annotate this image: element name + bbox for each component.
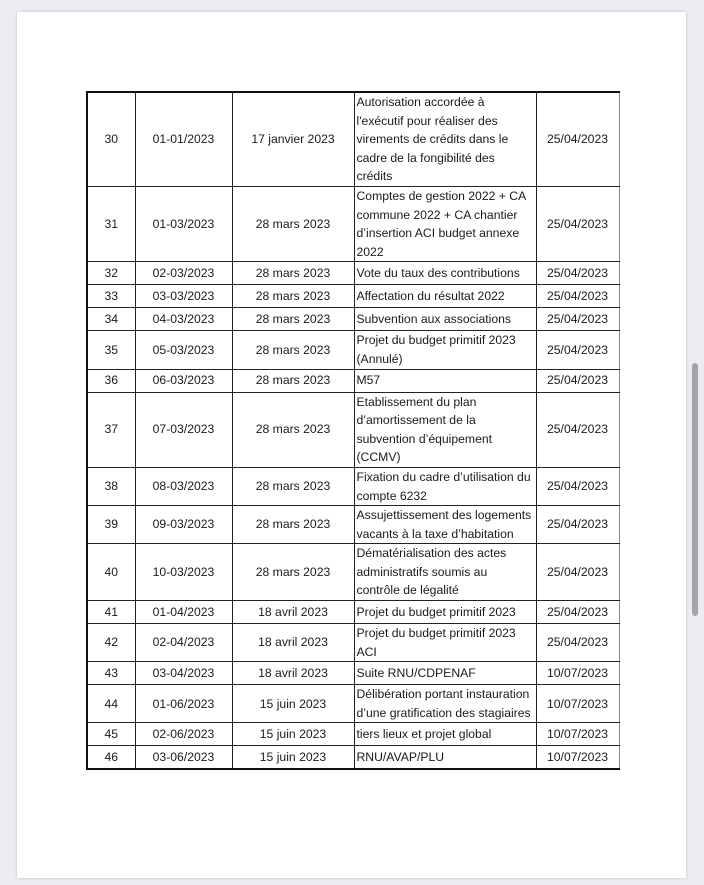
table-row — [87, 467, 619, 505]
transmission-date: 25/04/2023 — [536, 186, 619, 261]
row-number: 44 — [87, 685, 135, 723]
transmission-date: 10/07/2023 — [536, 723, 619, 746]
session-date: 28 mars 2023 — [232, 369, 354, 392]
deliberation-reference: 06-03/2023 — [135, 369, 232, 392]
session-date: 18 avril 2023 — [232, 624, 354, 662]
deliberation-reference: 08-03/2023 — [135, 467, 232, 505]
transmission-date: 25/04/2023 — [536, 624, 619, 662]
document-page — [17, 12, 686, 878]
transmission-date: 25/04/2023 — [536, 506, 619, 544]
row-number: 43 — [87, 662, 135, 685]
deliberation-reference: 01-04/2023 — [135, 601, 232, 624]
table-row — [87, 308, 619, 331]
transmission-date: 25/04/2023 — [536, 369, 619, 392]
table-row — [87, 186, 619, 261]
transmission-date: 25/04/2023 — [536, 392, 619, 467]
row-number: 36 — [87, 369, 135, 392]
table-row — [87, 746, 619, 770]
row-number: 42 — [87, 624, 135, 662]
deliberation-reference: 09-03/2023 — [135, 506, 232, 544]
deliberation-object: tiers lieux et projet global — [354, 723, 536, 746]
deliberation-object: RNU/AVAP/PLU — [354, 746, 536, 770]
deliberation-reference: 04-03/2023 — [135, 308, 232, 331]
row-number: 30 — [87, 92, 135, 186]
session-date: 28 mars 2023 — [232, 285, 354, 308]
deliberation-object: Dématérialisation des actes administratifs soumis au contrôle de légalité — [354, 544, 536, 601]
table-row — [87, 685, 619, 723]
deliberation-object: Délibération portant instauration d’une gratification des stagiaires — [354, 685, 536, 723]
deliberation-reference: 01-06/2023 — [135, 685, 232, 723]
deliberation-object: Assujettissement des logements vacants à la taxe d’habitation — [354, 506, 536, 544]
deliberation-object: Projet du budget primitif 2023 (Annulé) — [354, 331, 536, 369]
table-row — [87, 506, 619, 544]
deliberation-reference: 03-03/2023 — [135, 285, 232, 308]
row-number: 31 — [87, 186, 135, 261]
transmission-date: 25/04/2023 — [536, 308, 619, 331]
deliberation-object: Autorisation accordée à l'exécutif pour réaliser des virements de crédits dans le cadre de la fongibilité des crédits — [354, 92, 536, 186]
session-date: 28 mars 2023 — [232, 262, 354, 285]
deliberation-reference: 05-03/2023 — [135, 331, 232, 369]
transmission-date: 25/04/2023 — [536, 467, 619, 505]
deliberation-object: M57 — [354, 369, 536, 392]
session-date: 28 mars 2023 — [232, 331, 354, 369]
row-number: 34 — [87, 308, 135, 331]
deliberation-reference: 03-04/2023 — [135, 662, 232, 685]
session-date: 28 mars 2023 — [232, 392, 354, 467]
row-number: 33 — [87, 285, 135, 308]
session-date: 18 avril 2023 — [232, 601, 354, 624]
transmission-date: 25/04/2023 — [536, 92, 619, 186]
session-date: 28 mars 2023 — [232, 308, 354, 331]
row-number: 37 — [87, 392, 135, 467]
row-number: 45 — [87, 723, 135, 746]
session-date: 28 mars 2023 — [232, 544, 354, 601]
table-row — [87, 723, 619, 746]
deliberation-reference: 10-03/2023 — [135, 544, 232, 601]
deliberation-object: Comptes de gestion 2022 + CA commune 2022 + CA chantier d’insertion ACI budget annexe 2022 — [354, 186, 536, 261]
deliberation-reference: 01-01/2023 — [135, 92, 232, 186]
session-date: 28 mars 2023 — [232, 506, 354, 544]
deliberation-reference: 01-03/2023 — [135, 186, 232, 261]
session-date: 15 juin 2023 — [232, 746, 354, 770]
table-body — [87, 92, 619, 769]
deliberation-object: Projet du budget primitif 2023 ACI — [354, 624, 536, 662]
session-date: 28 mars 2023 — [232, 467, 354, 505]
table-row — [87, 285, 619, 308]
session-date: 28 mars 2023 — [232, 186, 354, 261]
transmission-date: 10/07/2023 — [536, 662, 619, 685]
table-row — [87, 331, 619, 369]
table-row — [87, 601, 619, 624]
vertical-scrollbar-thumb[interactable] — [692, 363, 698, 616]
row-number: 39 — [87, 506, 135, 544]
row-number: 32 — [87, 262, 135, 285]
session-date: 17 janvier 2023 — [232, 92, 354, 186]
transmission-date: 25/04/2023 — [536, 262, 619, 285]
deliberation-object: Affectation du résultat 2022 — [354, 285, 536, 308]
table-row — [87, 92, 619, 186]
deliberation-object: Subvention aux associations — [354, 308, 536, 331]
deliberation-reference: 02-06/2023 — [135, 723, 232, 746]
row-number: 35 — [87, 331, 135, 369]
table-row — [87, 262, 619, 285]
transmission-date: 25/04/2023 — [536, 331, 619, 369]
table-row — [87, 392, 619, 467]
deliberation-reference: 02-04/2023 — [135, 624, 232, 662]
transmission-date: 10/07/2023 — [536, 685, 619, 723]
session-date: 15 juin 2023 — [232, 685, 354, 723]
transmission-date: 25/04/2023 — [536, 601, 619, 624]
deliberation-reference: 02-03/2023 — [135, 262, 232, 285]
table-row — [87, 544, 619, 601]
session-date: 18 avril 2023 — [232, 662, 354, 685]
transmission-date: 25/04/2023 — [536, 285, 619, 308]
row-number: 46 — [87, 746, 135, 770]
transmission-date: 25/04/2023 — [536, 544, 619, 601]
deliberation-object: Vote du taux des contributions — [354, 262, 536, 285]
transmission-date: 10/07/2023 — [536, 746, 619, 770]
table-row — [87, 624, 619, 662]
deliberation-object: Suite RNU/CDPENAF — [354, 662, 536, 685]
row-number: 38 — [87, 467, 135, 505]
deliberation-reference: 03-06/2023 — [135, 746, 232, 770]
row-number: 40 — [87, 544, 135, 601]
deliberation-object: Etablissement du plan d’amortissement de la subvention d’équipement (CCMV) — [354, 392, 536, 467]
deliberations-table — [86, 91, 620, 770]
row-number: 41 — [87, 601, 135, 624]
table-row — [87, 369, 619, 392]
session-date: 15 juin 2023 — [232, 723, 354, 746]
deliberation-object: Projet du budget primitif 2023 — [354, 601, 536, 624]
deliberation-reference: 07-03/2023 — [135, 392, 232, 467]
deliberation-object: Fixation du cadre d’utilisation du compte 6232 — [354, 467, 536, 505]
table-row — [87, 662, 619, 685]
